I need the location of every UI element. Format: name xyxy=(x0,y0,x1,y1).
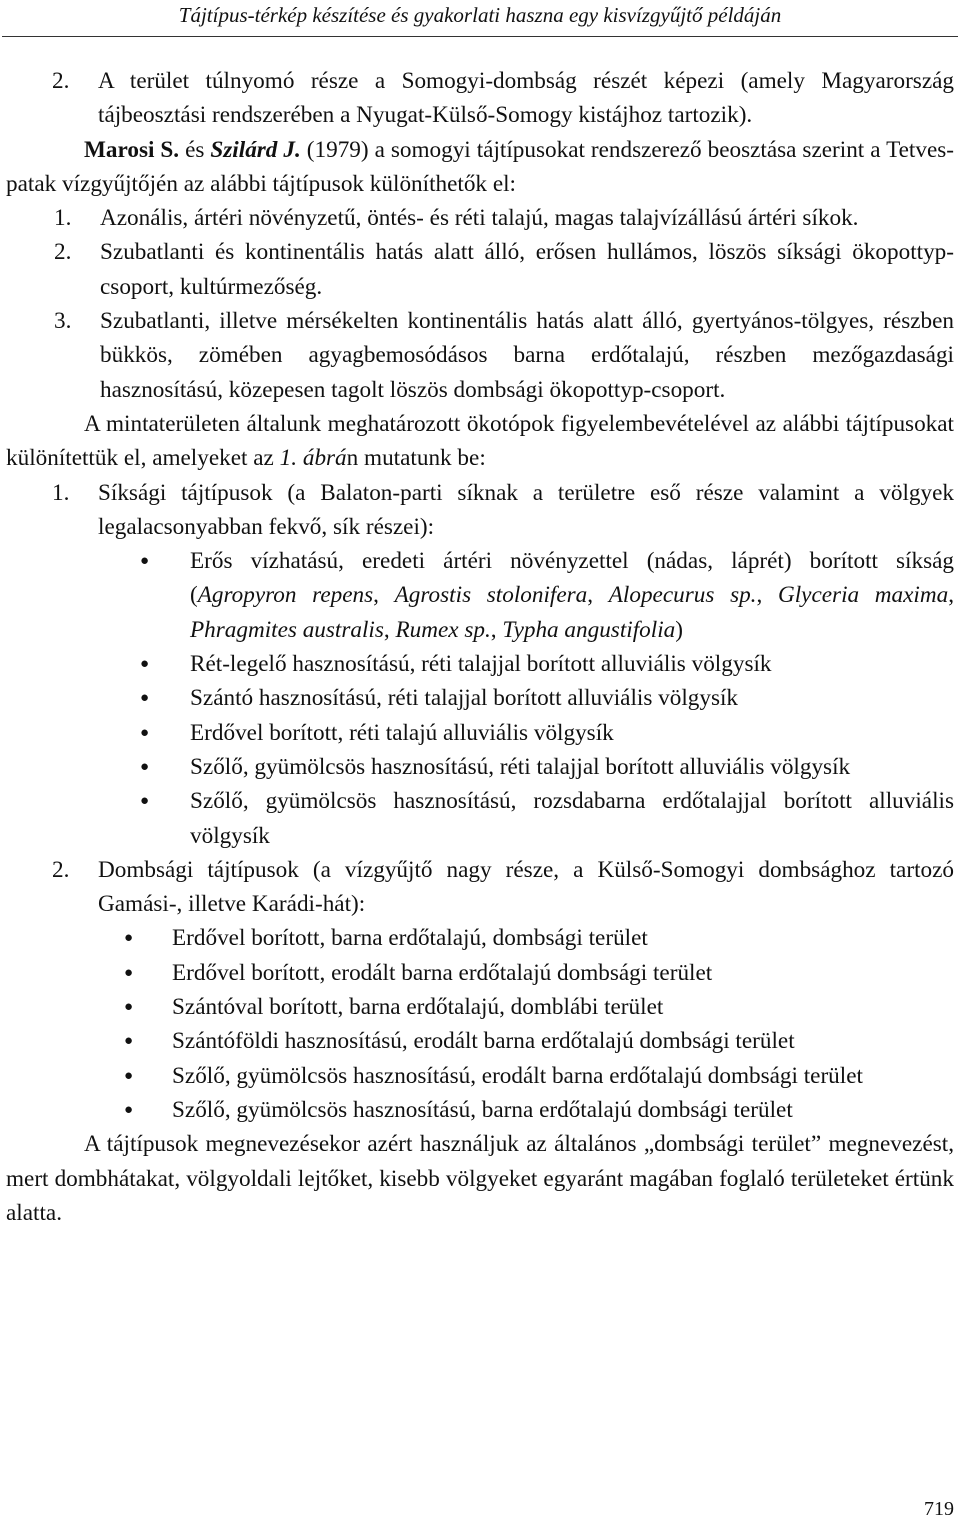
item-number: 2. xyxy=(52,68,70,94)
page-body xyxy=(6,64,954,1230)
bullet-item: ● Szőlő, gyümölcsös hasznosítású, erodált barna erdőtalajú dombsági terület xyxy=(172,1059,954,1093)
species-name: Rumex sp. xyxy=(395,616,491,643)
species-name: Glyceria maxima xyxy=(777,582,949,609)
plain-types-list xyxy=(6,544,954,853)
species-name: Typha angustifolia xyxy=(502,616,676,643)
conjunction: és xyxy=(179,136,211,163)
author-szilard: Szilárd J. xyxy=(210,136,301,163)
intro-text-end: n mutatunk be: xyxy=(346,445,486,472)
intro-text: A mintaterületen általunk meghatározott ökotópok figyelembevételével az alábbi tájtípusokat különítettük el, amelyeket az xyxy=(6,410,954,472)
bullet-item: ● Erdővel borított, barna erdőtalajú, dombsági terület xyxy=(172,921,954,955)
bullet-item: ● Erdővel borított, réti talajú alluviális völgysík xyxy=(190,716,954,750)
bullet-item: ● Erős vízhatású, eredeti ártéri növényzettel (nádas, láprét) borított síkság (Agropyron repens, Agrostis stolonifera, Alopecurus sp., Glyceria maxima, Phragmites australis, Rumex sp., Typha angustifolia) xyxy=(190,544,954,647)
category-title: Síksági tájtípusok (a Balaton-parti síknak a területre eső része valamint a völgyek legalacsonyabban fekvő, sík részei): xyxy=(98,479,954,540)
item-text: Szubatlanti, illetve mérsékelten kontinentális hatás alatt álló, gyertyános-tölgyes, részben bükkös, zömében agyagbemosódásos barna erdőtalajú, részben mezőgazdasági hasznosítású, közepesen tagolt löszös dombsági ökopottyp-csoport. xyxy=(100,308,954,403)
list-item xyxy=(6,235,954,304)
category-number: 2. xyxy=(52,856,70,883)
bullet-item: ● Szőlő, gyümölcsös hasznosítású, réti talajjal borított alluviális völgysík xyxy=(190,750,954,784)
bullet-item: ● Szőlő, gyümölcsös hasznosítású, barna erdőtalajú dombsági terület xyxy=(172,1093,954,1127)
closing-paragraph: A tájtípusok megnevezésekor azért használjuk az általános „dombsági terület” megnevezést, mert dombhátakat, völgyoldali lejtőket, kisebb völgyeket egyaránt magában foglaló területeket értünk alatta. xyxy=(6,1131,954,1226)
list-item xyxy=(6,304,954,407)
category-hill xyxy=(6,853,954,922)
hill-types-list xyxy=(6,921,954,1127)
species-name: Agrostis stolonifera xyxy=(394,582,588,609)
list-item xyxy=(6,201,954,235)
category-plain xyxy=(6,476,954,545)
bullet-item: ● Szántóval borított, barna erdőtalajú, domblábi terület xyxy=(172,990,954,1024)
list-item-area xyxy=(6,64,954,133)
species-name: Phragmites australis xyxy=(190,616,384,643)
header-divider xyxy=(2,36,958,37)
item-number: 1. xyxy=(54,205,72,232)
citation-text: (1979) a somogyi tájtípusokat rendszerező beosztása szerint a Tetves-patak vízgyűjtőjén az alábbi tájtípusok különíthetők el: xyxy=(6,136,954,197)
running-header: Tájtípus-térkép készítése és gyakorlati haszna egy kisvízgyűjtő példáján xyxy=(178,3,782,27)
bullet-item: ● Rét-legelő hasznosítású, réti talajjal borított alluviális völgysík xyxy=(190,647,954,681)
item-number: 2. xyxy=(54,239,72,266)
author-marosi: Marosi S. xyxy=(84,136,180,163)
bullet-item: ● Szántó hasznosítású, réti talajjal borított alluviális völgysík xyxy=(190,681,954,715)
bullet-item: ● Erdővel borított, erodált barna erdőtalajú dombsági terület xyxy=(172,956,954,990)
intro-paragraph xyxy=(6,407,954,476)
citation-paragraph xyxy=(6,133,954,202)
landscape-type-list xyxy=(6,201,954,407)
category-title: Dombsági tájtípusok (a vízgyűjtő nagy része, a Külső-Somogyi dombsághoz tartozó Gamási-, illetve Karádi-hát): xyxy=(98,856,954,918)
species-name: Alopecurus sp. xyxy=(608,582,757,609)
item-text: Azonális, ártéri növényzetű, öntés- és réti talajú, magas talajvízállású ártéri síkok. xyxy=(100,205,859,232)
item-text: A terület túlnyomó része a Somogyi-dombság részét képezi (amely Magyarország tájbeosztási rendszerében a Nyugat-Külső-Somogy kistájhoz tartozik). xyxy=(98,68,954,129)
figure-reference: 1. ábrá xyxy=(279,445,347,472)
page-number: 719 xyxy=(924,1498,954,1520)
bullet-item: ● Szőlő, gyümölcsös hasznosítású, rozsdabarna erdőtalajjal borított alluviális völgysík xyxy=(190,784,954,853)
category-number: 1. xyxy=(52,479,70,506)
species-name: Agropyron repens xyxy=(197,582,374,609)
item-number: 3. xyxy=(54,308,72,335)
bullet-item: ● Szántóföldi hasznosítású, erodált barna erdőtalajú dombsági terület xyxy=(172,1024,954,1058)
item-text: Szubatlanti és kontinentális hatás alatt álló, erősen hullámos, löszös síksági ökopottyp-csoport, kultúrmezőség. xyxy=(100,239,954,300)
